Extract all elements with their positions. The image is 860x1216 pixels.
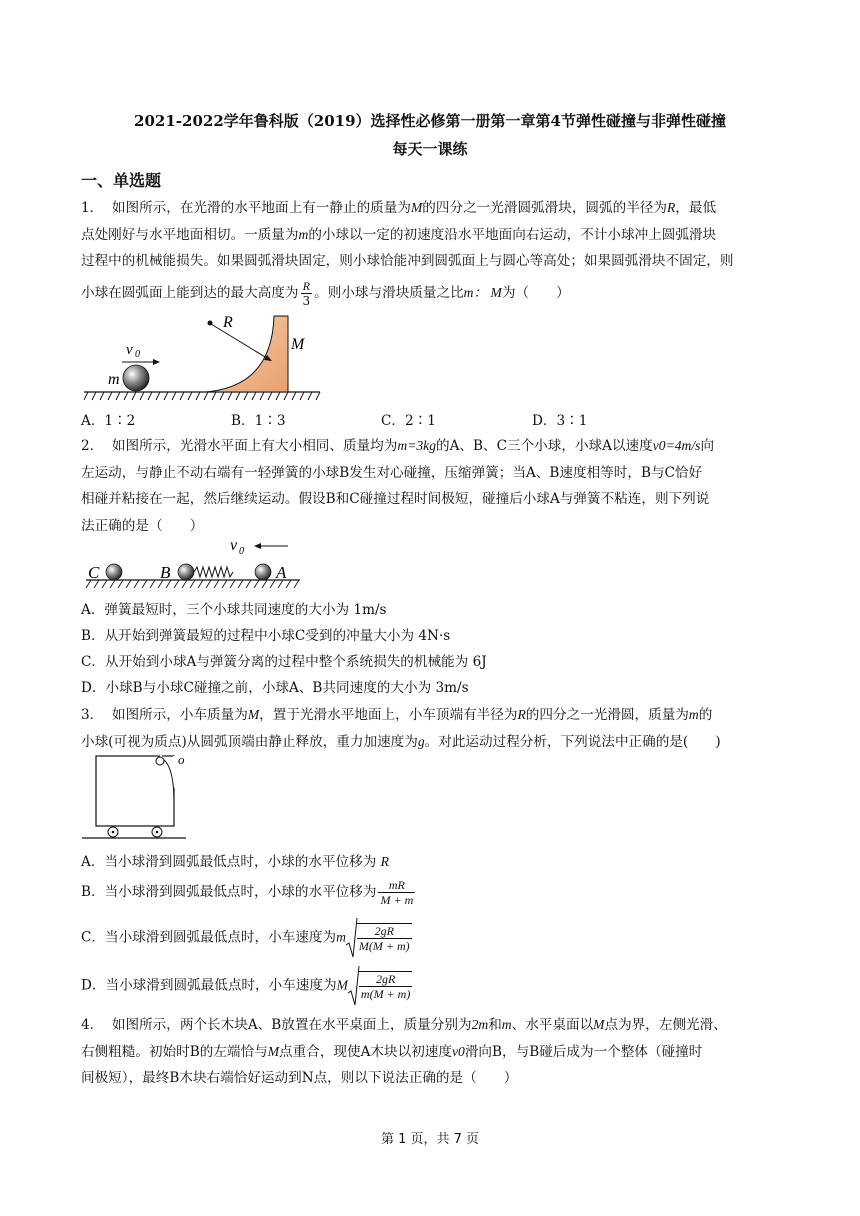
q1-line2: 点处刚好与水平地面相切。一质量为m的小球以一定的初速度沿水平地面向右运动，不计小球冲上圆弧滑块 — [81, 226, 717, 243]
arrow-left-icon — [254, 543, 261, 549]
ball-m — [123, 365, 149, 391]
label-C: C — [88, 563, 100, 582]
q3-option-c[interactable]: C．当小球滑到圆弧最低点时，小车速度为m $\frac{2gR}{M(M + m)}$ — [81, 917, 414, 959]
q1-option-c[interactable]: C．2∶1 — [381, 413, 436, 429]
page-footer: 第 1 页，共 7 页 — [380, 1132, 480, 1147]
ball-B — [178, 564, 194, 580]
label-R: R — [223, 314, 233, 331]
arrow-right-icon — [153, 359, 160, 365]
label-v0: v — [230, 537, 238, 554]
q3-option-a[interactable]: A．当小球滑到圆弧最低点时，小球的水平位移为 R — [81, 854, 389, 870]
fraction-r-over-3: $\frac{R}{3}$ — [302, 278, 311, 308]
small-ball — [156, 757, 164, 765]
question-3: 3． 如图所示，小车质量为M，置于光滑水平地面上，小车顶端有半径为R的四分之一光滑圆，质量为m的 小球(可视为质点)从圆弧顶端由静止释放，重力加速度为g。对此运动过程分析，下列说法中正确的是( ) — [81, 707, 721, 750]
doc-title-line2: 每天一课练 — [392, 140, 468, 158]
cart-body — [96, 756, 174, 826]
q1-line1: 1． 如图所示，在光滑的水平地面上有一静止的质量为M的四分之一光滑圆弧滑块，圆弧的半径为R，最低 — [81, 200, 717, 216]
section-heading: 一、单选题 — [81, 171, 162, 190]
question-2: 2． 如图所示，光滑水平面上有大小相同、质量均为m=3kg的A、B、C三个小球，小球A以速度v0=4m/s向 左运动，与静止不动右端有一轻弹簧的小球B发生对心碰撞，压缩弹簧；当A、B速度相等时，B与C恰好 相碰并粘接在一起，然后继续运动。假设B和C碰撞过程时间极短，碰撞后小球A与弹簧不粘连，则下列说 法正确的是（ ） — [81, 438, 715, 534]
figure-1-arc-slider — [84, 312, 324, 406]
q1-option-d[interactable]: D．3∶1 — [532, 413, 588, 429]
label-o: o — [178, 754, 185, 767]
ball-C — [106, 564, 122, 580]
q2-option-a[interactable]: A．弹簧最短时，三个小球共同速度的大小为 1m/s — [81, 602, 387, 618]
doc-title-line1: 2021-2022学年鲁科版（2019）选择性必修第一册第一章第4节弹性碰撞与非弹性碰撞 — [134, 112, 726, 130]
q1-option-b[interactable]: B．1∶3 — [231, 413, 286, 429]
question-1 — [81, 195, 803, 308]
label-m: m — [108, 371, 120, 388]
svg-text:0: 0 — [135, 349, 140, 360]
q3-option-b[interactable]: B．当小球滑到圆弧最低点时，小球的水平位移为 $\frac{mR}{M + m}$ — [81, 878, 414, 907]
ball-A — [255, 564, 271, 580]
arc-slider-shape — [206, 316, 288, 392]
q2-option-c[interactable]: C．从开始到小球A与弹簧分离的过程中整个系统损失的机械能为 6J — [81, 654, 487, 670]
q2-option-d[interactable]: D．小球B与小球C碰撞之前，小球A、B共同速度的大小为 3m/s — [81, 680, 469, 696]
q1-line3: 过程中的机械能损失。如果圆弧滑块固定，则小球恰能冲到圆弧面上与圆心等高处；如果圆弧滑块不固定，则 — [81, 253, 734, 269]
q2-option-b[interactable]: B．从开始到弹簧最短的过程中小球C受到的冲量大小为 4N·s — [81, 628, 451, 644]
q1-line4: 小球在圆弧面上能到达的最大高度为 $\frac{R}{3}$ 。则小球与滑块质量之比m： M为（ ） — [81, 278, 570, 308]
q3-option-d[interactable]: D．当小球滑到圆弧最低点时，小车速度为M $\frac{2gR}{m(M + m)}$ — [81, 965, 414, 1007]
figure-2-three-balls — [86, 536, 304, 594]
label-A: A — [276, 563, 287, 582]
q1-option-a[interactable]: A．1∶2 — [81, 413, 136, 429]
label-M: M — [291, 336, 305, 353]
figure-3-cart — [82, 754, 192, 840]
question-4: 4． 如图所示，两个长木块A、B放置在水平桌面上，质量分别为2m和m、水平桌面以M点为界，左侧光滑、 右侧粗糙。初始时B的左端恰与M点重合，现使A木块以初速度v0滑向B，与B碰后成为一个整体（碰撞时 间极短），最终B木块右端恰好运动到N点，则以下说法正确的是（ ） — [81, 1017, 727, 1086]
svg-text:0: 0 — [239, 546, 244, 557]
spring — [194, 567, 233, 577]
label-v0: v — [126, 342, 133, 358]
label-B: B — [160, 563, 171, 582]
